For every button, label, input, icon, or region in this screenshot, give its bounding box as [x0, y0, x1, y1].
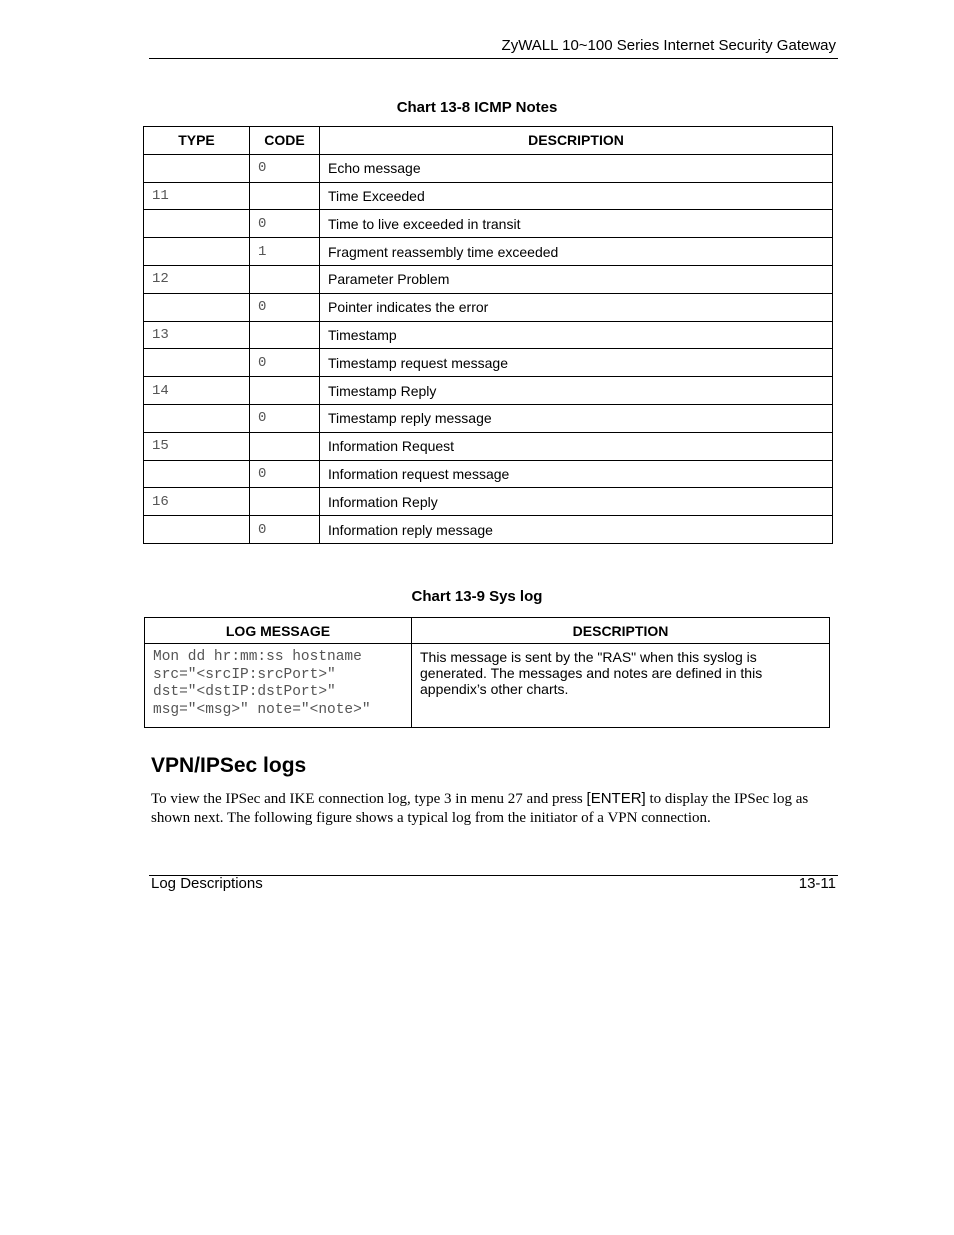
section-heading: VPN/IPSec logs — [151, 754, 307, 777]
description-cell: Timestamp request message — [320, 349, 833, 377]
code-cell: 0 — [250, 154, 320, 182]
type-cell — [144, 516, 250, 544]
table-row — [144, 265, 833, 293]
table-header-row — [144, 127, 833, 155]
log-description-cell: This message is sent by the "RAS" when this syslog is generated. The messages and notes are defined in this appendix’s other charts. — [412, 644, 830, 728]
code-cell — [250, 432, 320, 460]
description-cell: Information Request — [320, 432, 833, 460]
type-cell — [144, 238, 250, 266]
table-row — [144, 182, 833, 210]
header-rule — [149, 58, 838, 59]
table-row — [144, 154, 833, 182]
page-number: 13-11 — [798, 875, 836, 892]
description-cell: Time to live exceeded in transit — [320, 210, 833, 238]
column-header-type: TYPE — [144, 127, 250, 155]
log-line: dst="<dstIP:dstPort>" — [153, 684, 336, 700]
type-cell: 15 — [144, 432, 250, 460]
type-cell: 13 — [144, 321, 250, 349]
para-text-before: To view the IPSec and IKE connection log, type 3 in menu 27 and press — [151, 791, 587, 807]
code-cell: 0 — [250, 460, 320, 488]
log-line: src="<srcIP:srcPort>" — [153, 666, 336, 683]
table-row — [144, 238, 833, 266]
table-row — [144, 349, 833, 377]
description-cell: Pointer indicates the error — [320, 293, 833, 321]
code-cell: 0 — [250, 210, 320, 238]
description-cell: Information Reply — [320, 488, 833, 516]
description-cell: Timestamp Reply — [320, 377, 833, 405]
syslog-table — [144, 617, 830, 728]
code-cell: 0 — [250, 404, 320, 432]
log-line: msg="<msg>" note="<note>" — [153, 701, 371, 718]
table-row — [144, 488, 833, 516]
description-cell: Time Exceeded — [320, 182, 833, 210]
code-cell: 0 — [250, 293, 320, 321]
type-cell: 14 — [144, 377, 250, 405]
description-cell: Echo message — [320, 154, 833, 182]
table-row — [144, 210, 833, 238]
table-row — [144, 377, 833, 405]
para-text-after: to display the IPSec log as shown next. The following figure shows a typical log from the initiator of a VPN connection. — [151, 791, 809, 826]
table-row — [144, 460, 833, 488]
type-cell: 16 — [144, 488, 250, 516]
description-cell: Parameter Problem — [320, 265, 833, 293]
footer-section-name: Log Descriptions — [151, 875, 263, 892]
code-cell — [250, 321, 320, 349]
code-cell — [250, 377, 320, 405]
type-cell — [144, 293, 250, 321]
description-cell: Fragment reassembly time exceeded — [320, 238, 833, 266]
type-cell — [144, 460, 250, 488]
type-cell — [144, 154, 250, 182]
type-cell — [144, 210, 250, 238]
column-header-description: DESCRIPTION — [320, 127, 833, 155]
type-cell: 11 — [144, 182, 250, 210]
table-row — [144, 432, 833, 460]
table-row — [145, 644, 830, 728]
column-header-description: DESCRIPTION — [412, 618, 830, 644]
body-paragraph — [151, 789, 839, 828]
code-cell — [250, 182, 320, 210]
column-header-log-message: LOG MESSAGE — [145, 618, 412, 644]
running-header: ZyWALL 10~100 Series Internet Security Gateway — [501, 37, 836, 54]
code-cell — [250, 265, 320, 293]
type-cell — [144, 404, 250, 432]
syslog-chart-title: Chart 13-9 Sys log — [411, 588, 543, 605]
column-header-code: CODE — [250, 127, 320, 155]
description-cell: Timestamp — [320, 321, 833, 349]
code-cell: 1 — [250, 238, 320, 266]
table-row — [144, 293, 833, 321]
table-header-row — [145, 618, 830, 644]
code-cell: 0 — [250, 349, 320, 377]
code-cell: 0 — [250, 516, 320, 544]
table-row — [144, 516, 833, 544]
type-cell: 12 — [144, 265, 250, 293]
icmp-notes-table — [143, 126, 833, 544]
description-cell: Timestamp reply message — [320, 404, 833, 432]
description-cell: Information request message — [320, 460, 833, 488]
table-row — [144, 404, 833, 432]
description-cell: Information reply message — [320, 516, 833, 544]
code-cell — [250, 488, 320, 516]
table-row — [144, 321, 833, 349]
icmp-chart-title: Chart 13-8 ICMP Notes — [396, 99, 558, 116]
log-line: Mon dd hr:mm:ss hostname — [153, 649, 362, 665]
type-cell — [144, 349, 250, 377]
enter-key-text: [ENTER] — [586, 790, 646, 807]
log-message-cell — [145, 644, 412, 728]
